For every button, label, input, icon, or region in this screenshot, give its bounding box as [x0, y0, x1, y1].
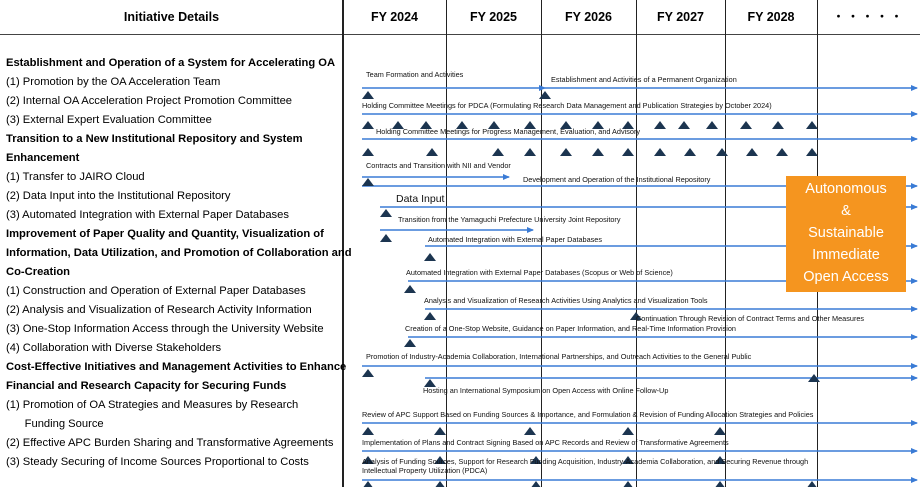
annotation-label: Automated Integration with External Paper Databases (Scopus or Web of Science)	[406, 268, 673, 277]
annotation-label: Transition from the Yamaguchi Prefecture University Joint Repository	[398, 215, 621, 224]
initiative-item: (3) One-Stop Information Access through the University Website	[6, 323, 324, 335]
milestone-markers	[362, 91, 820, 487]
milestone-marker	[524, 427, 536, 435]
milestone-marker	[622, 427, 634, 435]
section-title: Information, Data Utilization, and Promotion of Collaboration and	[6, 247, 352, 259]
annotation-label: Development and Operation of the Institutional Repository	[523, 175, 711, 184]
goal-box	[786, 176, 906, 292]
milestone-marker	[654, 121, 666, 129]
initiative-item: (1) Promotion of OA Strategies and Measures by Research	[6, 399, 299, 411]
milestone-marker	[740, 121, 752, 129]
annotation-label: Holding Committee Meetings for Progress Management, Evaluation, and Advisory	[376, 127, 641, 136]
year-header-2028: FY 2028	[747, 10, 795, 24]
annotation-label: Continuation Through Revision of Contract Terms and Other Measures	[636, 314, 865, 323]
milestone-marker	[362, 121, 374, 129]
milestone-marker	[530, 481, 542, 487]
year-header-2025: FY 2025	[469, 10, 518, 24]
goal-line: Open Access	[803, 269, 889, 285]
milestone-marker	[362, 178, 374, 186]
milestone-marker	[592, 148, 604, 156]
milestone-marker	[678, 121, 690, 129]
initiative-item: (3) External Expert Evaluation Committee	[6, 114, 212, 126]
initiative-item: (2) Internal OA Acceleration Project Promotion Committee	[6, 95, 293, 107]
annotation-label: Contracts and Transition with NII and Vendor	[366, 161, 511, 170]
annotation-label: Implementation of Plans and Contract Signing Based on APC Records and Review of Transformative Agreements	[362, 438, 729, 447]
goal-line: Autonomous	[805, 181, 887, 197]
milestone-marker	[539, 91, 551, 99]
milestone-marker	[380, 209, 392, 217]
annotation-label: Data Input	[396, 193, 445, 205]
milestone-marker	[362, 481, 374, 487]
initiative-item: Funding Source	[6, 418, 104, 430]
milestone-marker	[746, 148, 758, 156]
milestone-marker	[404, 339, 416, 347]
year-header-2027: FY 2027	[656, 10, 705, 24]
milestone-marker	[716, 148, 728, 156]
annotation-label: Review of APC Support Based on Funding Sources & Importance, and Formulation & Revision of Funding Allocation Strategies and Policies	[362, 410, 814, 419]
initiative-item: (3) Automated Integration with External Paper Databases	[6, 209, 289, 221]
section-title: Financial and Research Capacity for Securing Funds	[6, 380, 287, 392]
milestone-marker	[380, 234, 392, 242]
annotation-label: Analysis of Funding Sources, Support for Research Funding Acquisition, Industry-Academia Collaboration, and Securing Revenue through	[362, 457, 809, 466]
milestone-marker	[404, 285, 416, 293]
initiative-item: (2) Data Input into the Institutional Repository	[6, 190, 231, 202]
milestone-marker	[714, 427, 726, 435]
initiative-item: (4) Collaboration with Diverse Stakeholders	[6, 342, 222, 354]
milestone-marker	[622, 148, 634, 156]
initiative-details-header: Initiative Details	[123, 10, 220, 24]
initiative-item: (1) Promotion by the OA Acceleration Team	[6, 76, 221, 88]
milestone-marker	[362, 427, 374, 435]
milestone-marker	[806, 121, 818, 129]
section-title: Enhancement	[6, 152, 80, 164]
section-title: Transition to a New Institutional Repository and System	[6, 133, 303, 145]
annotation-label: Analysis and Visualization of Research Activities Using Analytics and Visualization Tools	[424, 296, 708, 305]
milestone-marker	[492, 148, 504, 156]
initiative-item: (1) Construction and Operation of External Paper Databases	[6, 285, 306, 297]
milestone-marker	[560, 148, 572, 156]
year-header-2026: FY 2026	[564, 10, 613, 24]
milestone-marker	[776, 148, 788, 156]
annotation-label: Holding Committee Meetings for PDCA (Formulating Research Data Management and Publication Strategies by October 2024)	[362, 101, 772, 110]
milestone-marker	[362, 91, 374, 99]
milestone-marker	[714, 481, 726, 487]
milestone-marker	[772, 121, 784, 129]
annotation-label: Hosting an International Symposium on Open Access with Online Follow-Up	[423, 386, 669, 395]
annotation-label: Team Formation and Activities	[366, 70, 464, 79]
milestone-marker	[434, 427, 446, 435]
annotation-label: Creation of a One-Stop Website, Guidance on Paper Information, and Real-Time Information Provision	[405, 324, 736, 333]
milestone-marker	[424, 312, 436, 320]
milestone-marker	[706, 121, 718, 129]
milestone-marker	[806, 148, 818, 156]
milestone-marker	[806, 481, 818, 487]
annotation-label: Intellectual Property Utilization (PDCA)	[362, 466, 488, 475]
section-title: Establishment and Operation of a System for Accelerating OA	[6, 57, 336, 69]
milestone-marker	[654, 148, 666, 156]
annotation-label: Promotion of Industry-Academia Collaboration, International Partnerships, and Outreach Activities to the General Public	[366, 352, 752, 361]
year-header-ellipsis: ・・・・・	[832, 10, 905, 24]
milestone-marker	[684, 148, 696, 156]
milestone-marker	[524, 148, 536, 156]
milestone-marker	[426, 148, 438, 156]
milestone-marker	[362, 148, 374, 156]
annotation-label: Establishment and Activities of a Permanent Organization	[551, 75, 737, 84]
goal-line: Immediate	[812, 247, 880, 263]
initiative-item: (2) Effective APC Burden Sharing and Transformative Agreements	[6, 437, 334, 449]
section-title: Improvement of Paper Quality and Quantity, Visualization of	[6, 228, 324, 240]
section-title: Co-Creation	[6, 266, 71, 278]
milestone-marker	[424, 253, 436, 261]
section-title: Cost-Effective Initiatives and Management Activities to Enhance	[6, 361, 347, 373]
goal-line: Sustainable	[808, 225, 884, 241]
annotation-label: Automated Integration with External Paper Databases	[428, 235, 603, 244]
year-header-2024: FY 2024	[370, 10, 419, 24]
initiative-item: (1) Transfer to JAIRO Cloud	[6, 171, 145, 183]
milestone-marker	[362, 369, 374, 377]
initiative-item: (3) Steady Securing of Income Sources Proportional to Costs	[6, 456, 309, 468]
milestone-marker	[434, 481, 446, 487]
initiative-item: (2) Analysis and Visualization of Research Activity Information	[6, 304, 312, 316]
milestone-marker	[622, 481, 634, 487]
goal-line: &	[841, 203, 851, 219]
